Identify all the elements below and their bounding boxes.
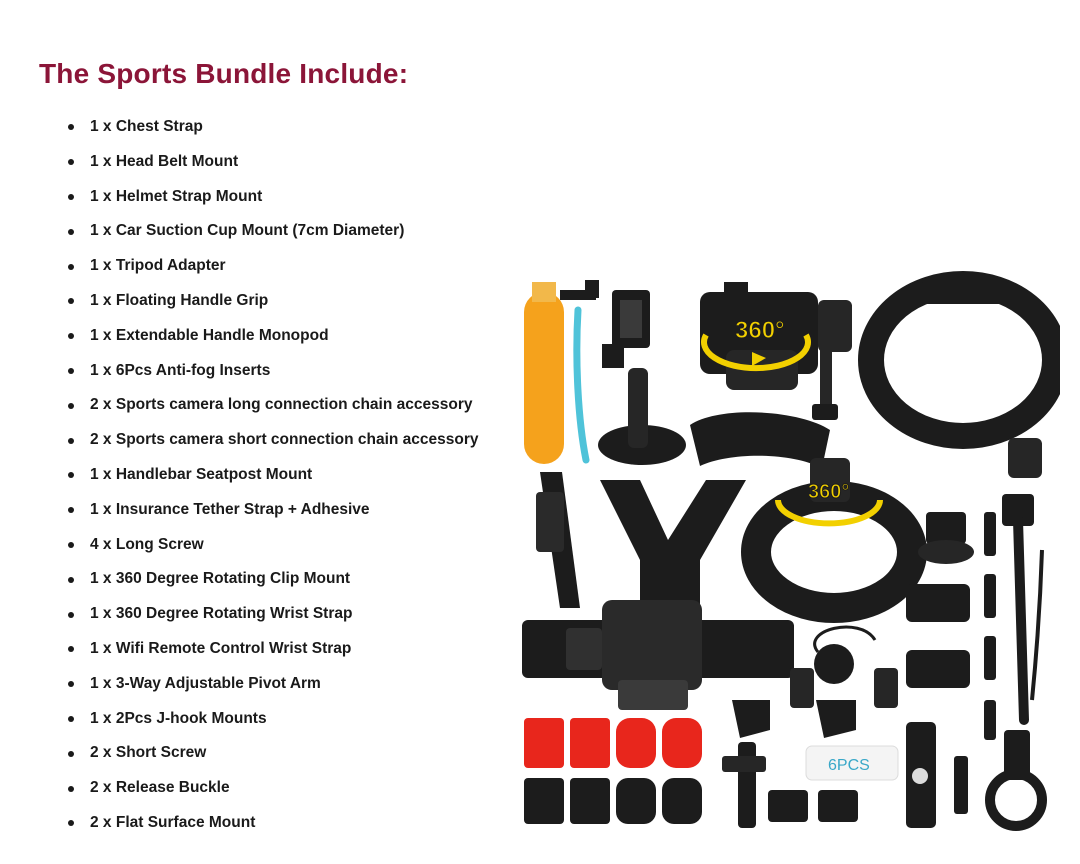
product-image [500, 255, 1060, 840]
list-item [66, 145, 479, 180]
list-item [66, 214, 479, 249]
bundle-list [66, 110, 479, 841]
list-item [66, 771, 479, 806]
bullet-icon [68, 786, 74, 792]
item-label: 2 x Release Buckle [90, 779, 230, 797]
item-label: 1 x Chest Strap [90, 118, 203, 135]
list-item [66, 284, 479, 319]
inserts-label: 6PCS [828, 757, 870, 774]
list-item [66, 736, 479, 771]
bullet-icon [68, 751, 74, 757]
bullet-icon [68, 577, 74, 583]
bullet-icon [68, 612, 74, 618]
bullet-icon [68, 507, 74, 513]
list-item [66, 388, 479, 423]
item-label: 1 x Car Suction Cup Mount (7cm Diameter) [90, 222, 405, 240]
item-label: 1 x Handlebar Seatpost Mount [90, 465, 313, 483]
list-item [66, 493, 479, 528]
item-label: 1 x Insurance Tether Strap + Adhesive [90, 500, 370, 518]
item-label: 1 x 3-Way Adjustable Pivot Arm [90, 674, 321, 692]
bullet-icon [68, 820, 74, 826]
item-label: 1 x Floating Handle Grip [90, 291, 269, 309]
item-label: 1 x Extendable Handle Monopod [90, 326, 329, 344]
bullet-icon [68, 716, 74, 722]
list-item [66, 180, 479, 215]
bullet-icon [68, 681, 74, 687]
list-item [66, 354, 479, 389]
item-label: 1 x 360 Degree Rotating Wrist Strap [90, 605, 353, 623]
item-label: 1 x 2Pcs J-hook Mounts [90, 709, 267, 727]
bullet-icon [68, 229, 74, 235]
item-label: 1 x Helmet Strap Mount [90, 187, 263, 205]
item-label: 4 x Long Screw [90, 535, 204, 553]
rotate-label-a: 360° [735, 317, 785, 344]
item-label: 2 x Flat Surface Mount [90, 813, 256, 831]
list-item [66, 702, 479, 737]
list-item [66, 667, 479, 702]
list-item [66, 319, 479, 354]
bullet-icon [68, 542, 74, 548]
list-item [66, 806, 479, 841]
bullet-icon [68, 298, 74, 304]
item-label: 2 x Sports camera short connection chain accessory [90, 431, 479, 449]
item-label: 1 x 6Pcs Anti-fog Inserts [90, 361, 271, 379]
bullet-icon [68, 124, 74, 130]
list-item [66, 423, 479, 458]
bullet-icon [68, 159, 74, 165]
item-label: 1 x Tripod Adapter [90, 257, 226, 275]
rotate-label-b: 360° [808, 481, 850, 503]
anti-fog-icon [806, 746, 898, 780]
bullet-icon [68, 438, 74, 444]
list-item [66, 249, 479, 284]
tripod-adapter-icon [918, 512, 974, 564]
list-item [66, 632, 479, 667]
bullet-icon [68, 472, 74, 478]
list-item [66, 458, 479, 493]
bullet-icon [68, 194, 74, 200]
list-item [66, 528, 479, 563]
bullet-icon [68, 403, 74, 409]
list-item [66, 562, 479, 597]
item-label: 1 x Head Belt Mount [90, 152, 239, 170]
list-item [66, 110, 479, 145]
list-item [66, 597, 479, 632]
item-label: 2 x Short Screw [90, 744, 207, 762]
item-label: 2 x Sports camera long connection chain accessory [90, 396, 473, 414]
bullet-icon [68, 333, 74, 339]
bullet-icon [68, 264, 74, 270]
item-label: 1 x Wifi Remote Control Wrist Strap [90, 639, 352, 657]
page-title: The Sports Bundle Include: [39, 58, 409, 89]
bullet-icon [68, 368, 74, 374]
item-label: 1 x 360 Degree Rotating Clip Mount [90, 570, 351, 588]
bullet-icon [68, 646, 74, 652]
